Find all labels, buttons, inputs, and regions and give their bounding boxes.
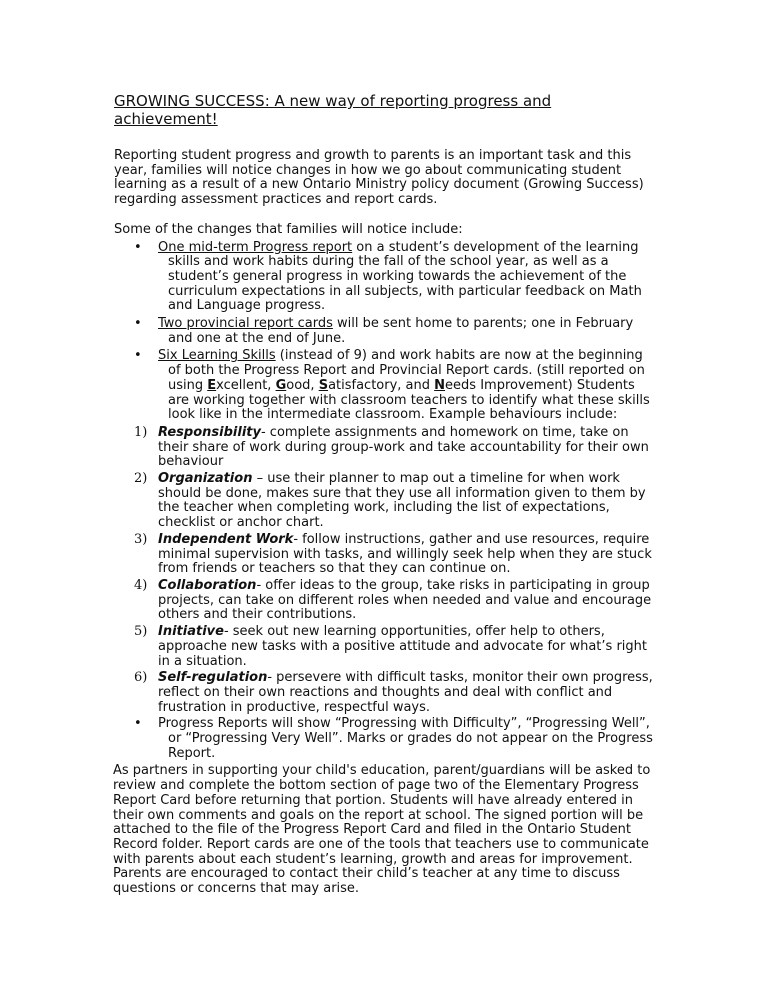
document-body [114, 92, 659, 897]
progress-list [114, 717, 659, 761]
skill-name: Initiative [158, 624, 224, 640]
closing-paragraph: As partners in supporting your child's education, parent/guardians will be asked to review and complete the bottom section of page two of the Elementary Progress Report Card before returning that portion. Students will have already entered in their own comments and goals on the report at school. The signed portion will be attached to the file of the Progress Report Card and filed in the Ontario Student Record folder. Report cards are one of the tools that teachers use to communicate with parents about each student’s learning, growth and areas for improvement. Parents are encouraged to contact their child’s teacher at any time to discuss questions or concerns that may arise. [113, 763, 651, 897]
bullet-icon: • [134, 316, 142, 332]
skill-name: Self-regulation [158, 670, 268, 686]
intro-paragraph: Reporting student progress and growth to parents is an important task and this year, families will notice changes in how we go about communicating student learning as a result of a new Ontario Ministry policy document (Growing Success) regarding assessment practices and report cards. [114, 148, 644, 208]
skill-name: Responsibility [158, 424, 261, 440]
list-item: • Six Learning Skills (instead of 9) and work habits are now at the beginning of both the Progress Report and Provincial Report cards. (still reported on using Excellent, Good, Satisfactory, and Needs Improvement) Students are working together with classroom teachers to identify what these skills look like in the intermediate classroom. Example behaviours include: [134, 348, 650, 423]
bullet-heading: Two provincial report cards [158, 316, 333, 332]
skill-item: 6) Self-regulation- persevere with difficult tasks, monitor their own progress, reflect on their own reactions and thoughts and deal with conflict and frustration in productive, respectful ways. [134, 670, 653, 715]
skill-name: Collaboration [158, 577, 257, 593]
skill-item: 2) Organization – use their planner to map out a timeline for when work should be done, makes sure that they use all information given to them by the teacher when completing work, including the list of expectations, checklist or anchor chart. [134, 471, 646, 531]
list-item: • Two provincial report cards will be sent home to parents; one in February and one at the end of June. [134, 316, 634, 346]
skill-item: 1) Responsibility- complete assignments and homework on time, take on their share of work during group-work and take accountability for their own behaviour [134, 424, 649, 470]
list-item: • One mid-term Progress report on a student’s development of the learning skills and work habits during the fall of the school year, as well as a student’s general progress in working towards the achievement of the curriculum expectations in all subjects, with particular feedback on Math and Language progress. [134, 239, 642, 314]
bullet-icon: • [134, 348, 142, 364]
skill-name: Independent Work [158, 531, 294, 547]
bullet-heading: Six Learning Skills [158, 348, 276, 364]
bullet-icon: • [134, 239, 142, 255]
changes-lead: Some of the changes that families will notice include: [114, 221, 463, 237]
bullet-icon: • [134, 716, 142, 732]
bullet-heading: One mid-term Progress report [158, 239, 353, 255]
document-title: GROWING SUCCESS: A new way of reporting progress and achievement! [114, 92, 552, 128]
changes-list [114, 241, 659, 423]
skill-item: 3) Independent Work- follow instructions, gather and use resources, require minimal supervision with tasks, and willingly seek help when they are stuck from friends or teachers so that they can continue on. [134, 531, 652, 577]
skill-item: 4) Collaboration- offer ideas to the group, take risks in participating in group projects, can take on different roles when needed and value and encourage others and their contributions. [134, 577, 652, 623]
list-item: • Progress Reports will show “Progressing with Difficulty”, “Progressing Well”, or “Progressing Very Well”. Marks or grades do not appear on the Progress Report. [134, 716, 653, 761]
skill-item: 5) Initiative- seek out new learning opportunities, offer help to others, approache new tasks with a positive attitude and advocate for what’s right in a situation. [134, 624, 647, 669]
skills-list [114, 426, 659, 715]
skill-name: Organization [158, 471, 253, 487]
